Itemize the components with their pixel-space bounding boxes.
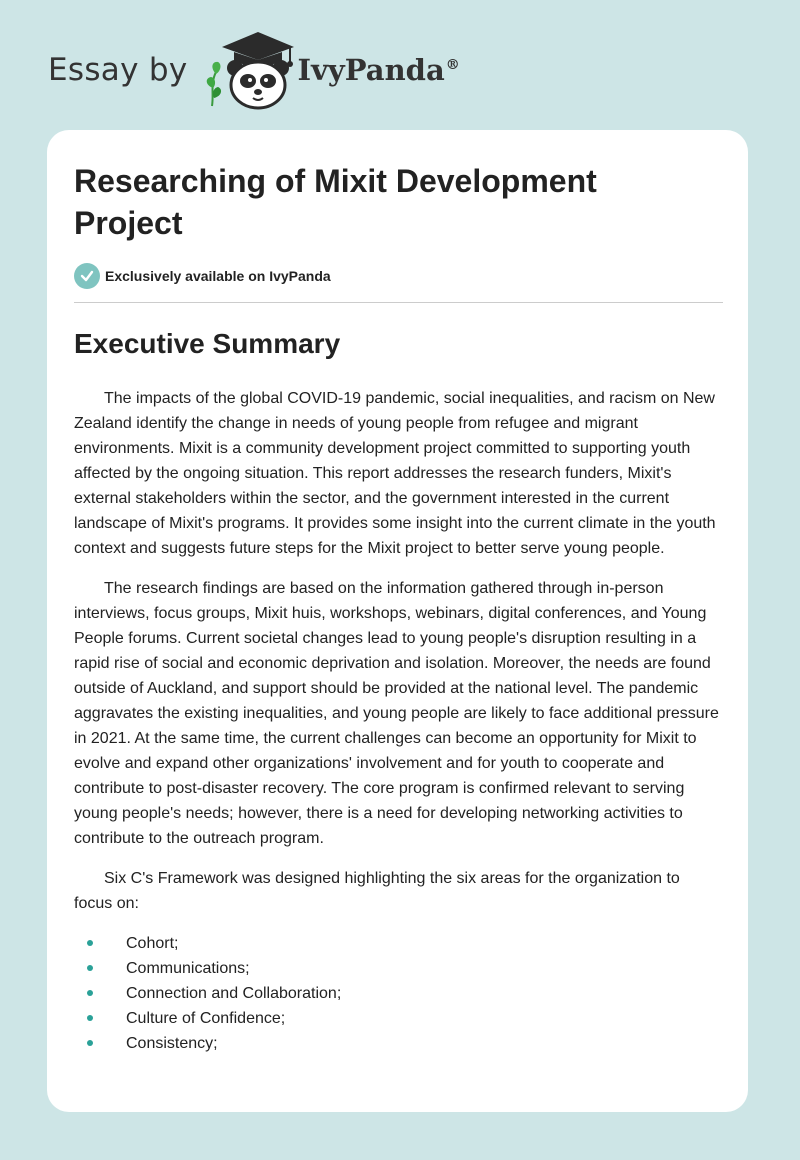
brand-label: IvyPanda: [297, 52, 445, 87]
paragraph: The impacts of the global COVID-19 pandemic, social inequalities, and racism on New Zealand identify the change in needs of young people from refugee and migrant environments. Mixit is a community development project committed to supporting youth affected by the ongoing situation. This report addresses the research funders, Mixit's external stakeholders within the sector, and the government interested in the current landscape of Mixit's programs. It provides some insight into the current climate in the youth context and suggests future steps for the Mixit project to better serve young people.: [74, 390, 716, 557]
list-item: [74, 1006, 722, 1031]
badge-text: Exclusively available on IvyPanda: [105, 268, 331, 284]
article-body: [74, 386, 722, 1056]
bullet-dot-icon: [87, 990, 93, 996]
paragraph: Six C's Framework was designed highlighting the six areas for the organization to focus on:: [74, 870, 680, 912]
brand-name[interactable]: [297, 52, 460, 87]
list-item: [74, 956, 722, 981]
divider: [74, 302, 723, 303]
paragraph: The research findings are based on the information gathered through in-person interviews, focus groups, Mixit huis, workshops, webinars, digital conferences, and Young People forums. Current societal changes lead to young people's disruption resulting in a rapid rise of social and economic deprivation and isolation. Moreover, the needs are found outside of Auckland, and support should be provided at the national level. The pandemic aggravates the existing inequalities, and young people are likely to face additional pressure in 2021. At the same time, the current challenges can become an opportunity for Mixit to evolve and expand other organizations' involvement and for youth to cooperate and contribute to post-disaster recovery. The core program is confirmed relevant to serving young people's needs; however, there is a need for developing networking activities to contribute to the outreach program.: [74, 580, 719, 847]
bullet-dot-icon: [87, 1040, 93, 1046]
list-item: [74, 981, 722, 1006]
checkmark-icon: [74, 263, 100, 289]
bullet-dot-icon: [87, 1015, 93, 1021]
bullet-dot-icon: [87, 965, 93, 971]
section-heading: Executive Summary: [74, 328, 341, 359]
essay-by-label: Essay by: [48, 51, 188, 88]
essay-card: [47, 130, 748, 1112]
framework-list: [74, 931, 722, 1056]
list-item-text: Connection and Collaboration;: [126, 985, 342, 1002]
list-item: [74, 1031, 722, 1056]
bullet-dot-icon: [87, 940, 93, 946]
exclusive-badge: [74, 263, 331, 289]
list-item-text: Culture of Confidence;: [126, 1010, 286, 1027]
list-item-text: Communications;: [126, 960, 250, 977]
page-title: Researching of Mixit Development Project: [74, 163, 597, 241]
list-item: [74, 931, 722, 956]
ivy-leaf-icon: [206, 62, 220, 106]
list-item-text: Consistency;: [126, 1035, 218, 1052]
registered-mark: ®: [445, 56, 460, 73]
list-item-text: Cohort;: [126, 935, 179, 952]
panda-logo-icon[interactable]: [202, 30, 296, 110]
site-header: [48, 30, 508, 110]
